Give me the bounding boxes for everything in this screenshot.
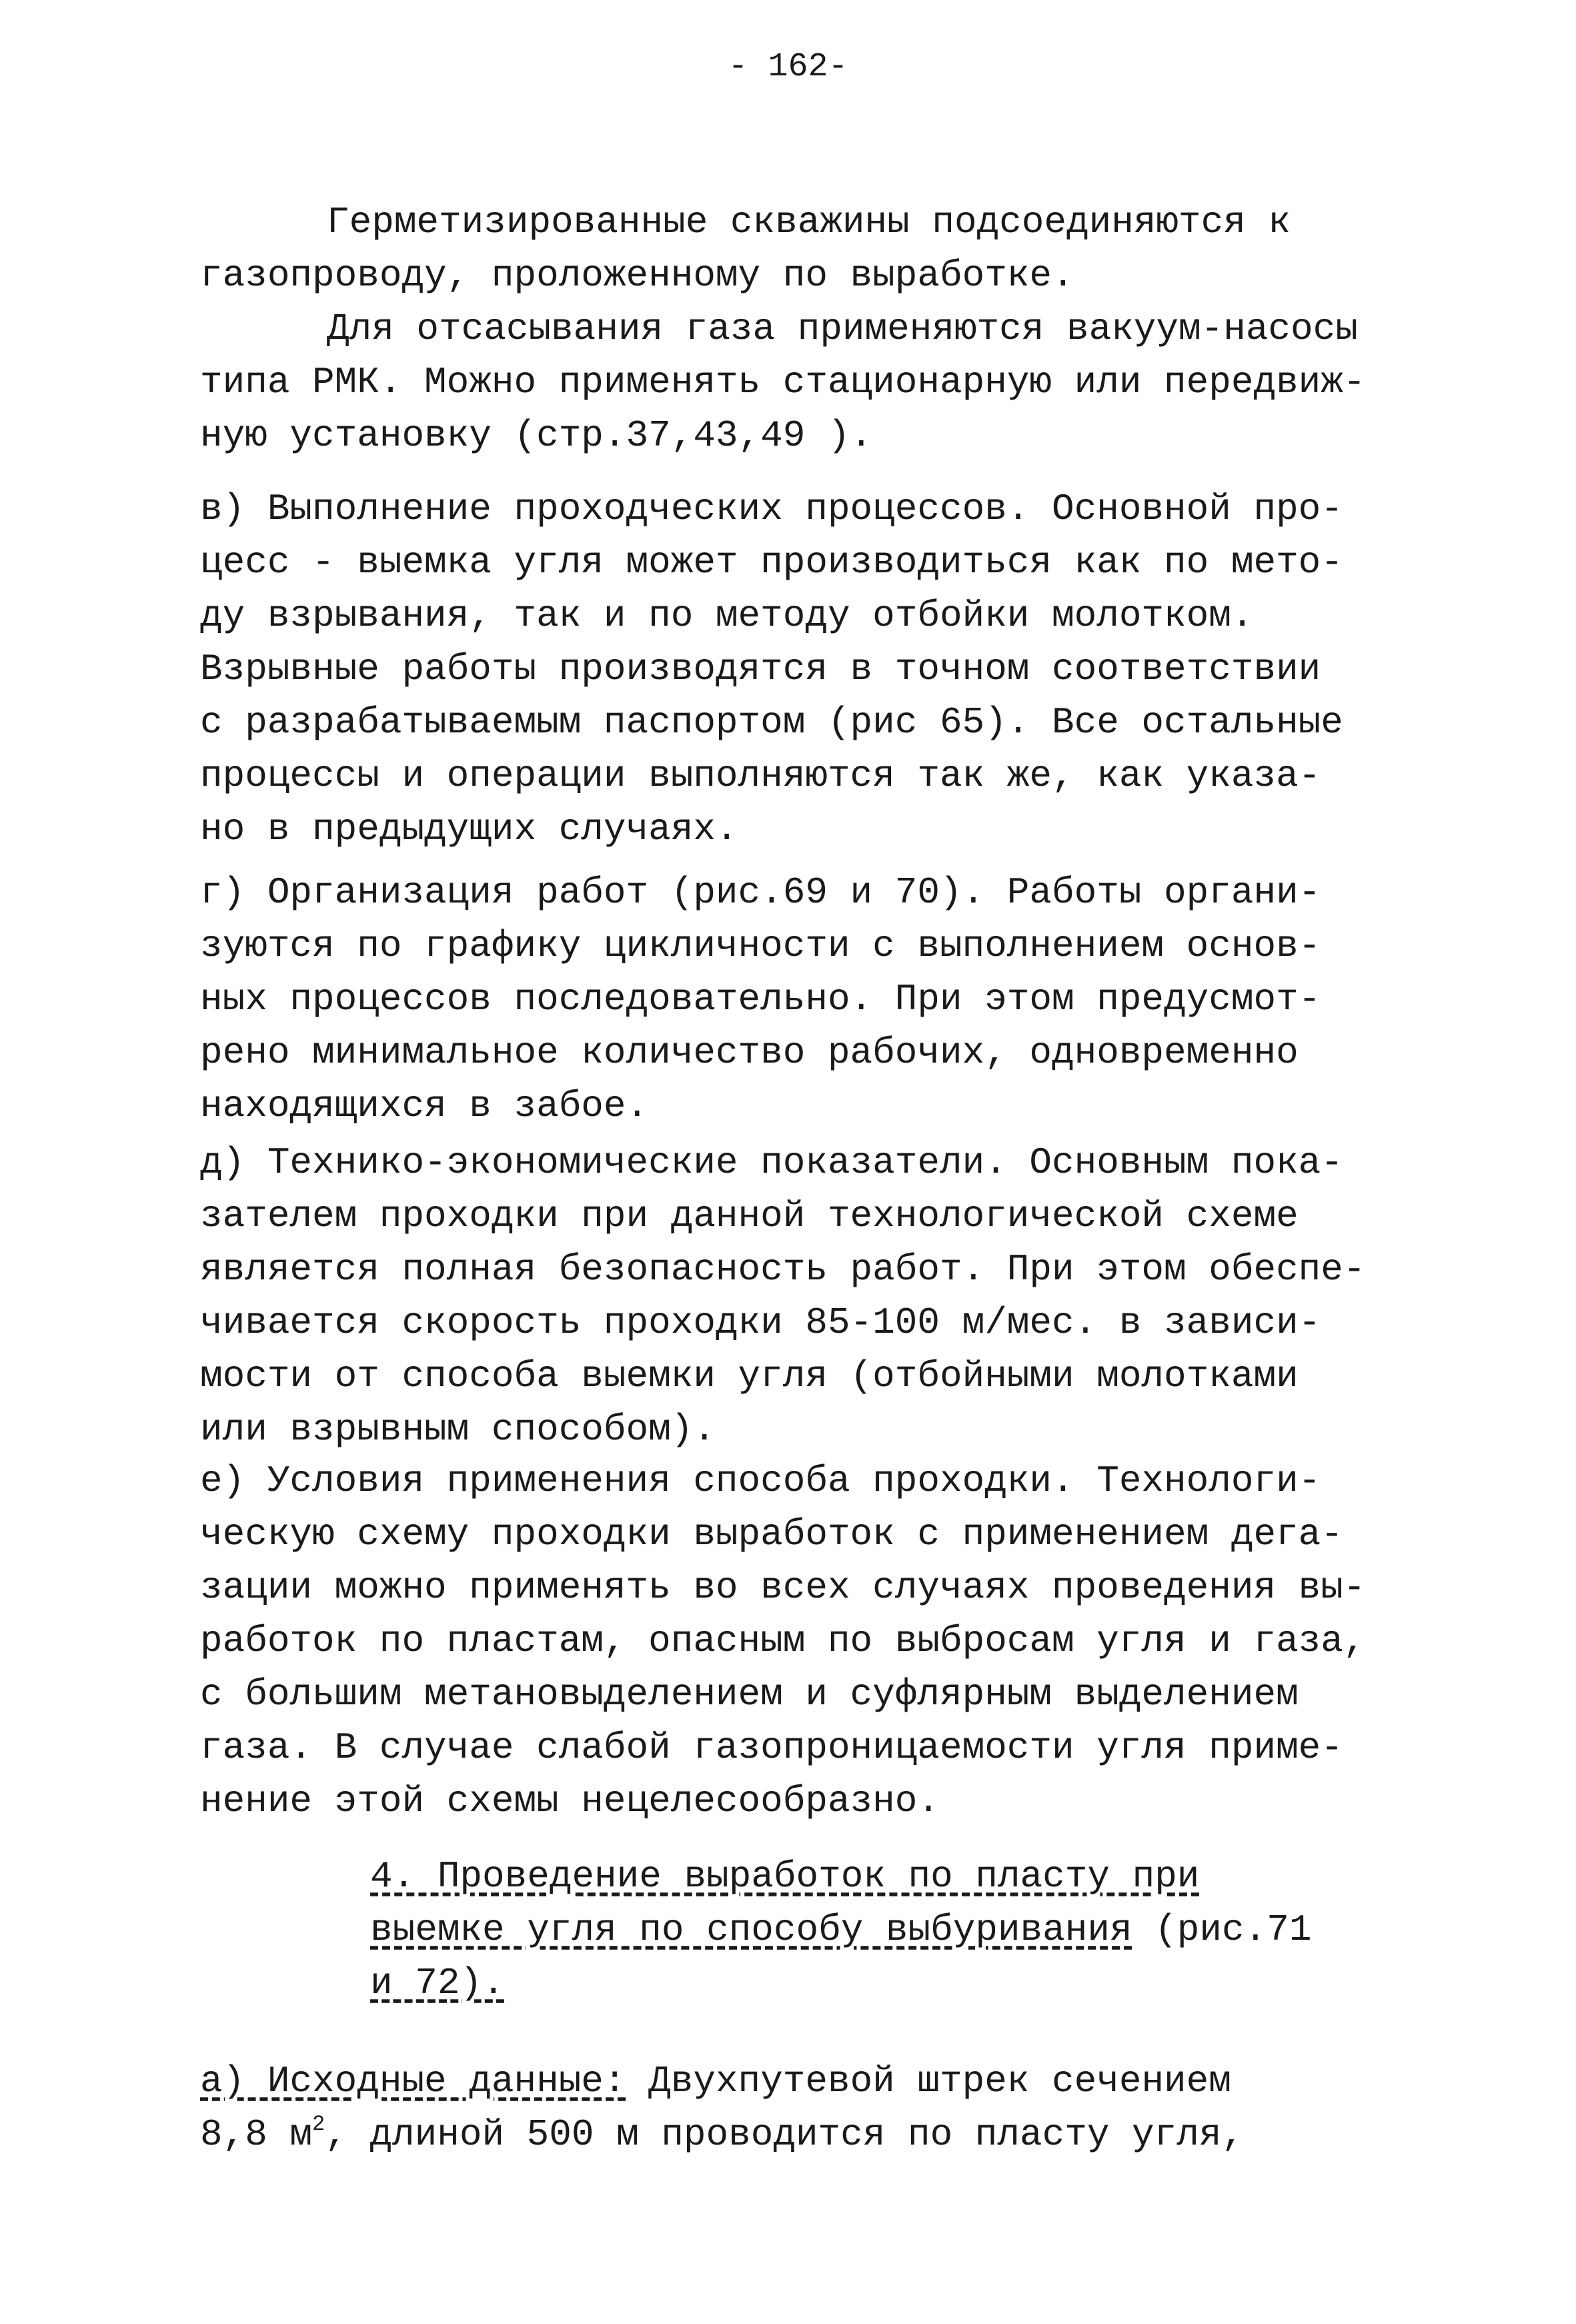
text-line: с разрабатываемым паспортом (рис 65). Все остальные — [200, 701, 1343, 744]
text-line: является полная безопасность работ. При этом обеспе- — [200, 1248, 1366, 1291]
text-run: Двухпутевой штрек сечением — [626, 2060, 1231, 2103]
paragraph-g — [200, 866, 1401, 1133]
text-line: мости от способа выемки угля (отбойными молотками — [200, 1355, 1299, 1397]
paragraph-v — [200, 482, 1401, 856]
heading-text: и 72). — [370, 1962, 505, 2004]
text-line: д) Технико-экономические показатели. Основным пока- — [200, 1141, 1343, 1184]
text-line: Для отсасывания газа применяются вакуум-насосы — [327, 308, 1358, 350]
text-line: зателем проходки при данной технологической схеме — [200, 1195, 1299, 1237]
text-line: с большим метановыделением и суфлярным выделением — [200, 1673, 1299, 1716]
heading-line — [370, 1956, 1324, 2010]
text-line: Взрывные работы производятся в точном соответствии — [200, 648, 1321, 690]
text-line: или взрывным способом). — [200, 1408, 716, 1451]
section-heading — [370, 1850, 1324, 2010]
text-run: , длиной 500 м проводится по пласту угля, — [325, 2113, 1245, 2156]
text-line: Герметизированные скважины подсоединяются к — [327, 201, 1291, 243]
paragraph-e — [200, 1454, 1401, 1828]
text-line: находящихся в забое. — [200, 1085, 649, 1127]
text-line: ных процессов последовательно. При этом предусмот- — [200, 978, 1321, 1021]
text-line — [200, 2055, 1401, 2108]
text-line: работок по пластам, опасным по выбросам угля и газа, — [200, 1620, 1366, 1662]
input-data-label: а) Исходные данные: — [200, 2060, 626, 2103]
paragraph-1 — [200, 195, 1401, 302]
text-line: г) Организация работ (рис.69 и 70). Работы органи- — [200, 871, 1321, 914]
text-line: процессы и операции выполняются так же, как указа- — [200, 754, 1321, 797]
text-line: ческую схему проходки выработок с применением дега- — [200, 1513, 1343, 1556]
heading-text: (рис.71 — [1132, 1908, 1312, 1951]
superscript: 2 — [312, 2112, 325, 2137]
text-line: нение этой схемы нецелесообразно. — [200, 1780, 940, 1822]
text-line: цесс - выемка угля может производиться как по мето- — [200, 541, 1343, 584]
text-line: ду взрывания, так и по методу отбойки молотком. — [200, 594, 1254, 637]
text-line: зуются по графику цикличности с выполнением основ- — [200, 925, 1321, 967]
heading-line — [370, 1903, 1324, 1956]
heading-text: 4. Проведение выработок по пласту при — [370, 1855, 1200, 1898]
text-line: газопроводу, проложенному по выработке. — [200, 254, 1074, 297]
paragraph-d — [200, 1136, 1401, 1456]
text-run: 8,8 м — [200, 2113, 313, 2156]
text-line: е) Условия применения способа проходки. Технологи- — [200, 1460, 1321, 1502]
text-line: в) Выполнение проходческих процессов. Основной про- — [200, 488, 1343, 530]
text-line — [200, 2108, 1401, 2161]
text-line: чивается скорость проходки 85-100 м/мес. в зависи- — [200, 1301, 1321, 1344]
text-line: типа РМК. Можно применять стационарную или передвиж- — [200, 361, 1366, 404]
paragraph-2 — [200, 302, 1401, 462]
text-line: газа. В случае слабой газопроницаемости угля приме- — [200, 1726, 1343, 1769]
page-number: - 162- — [728, 48, 848, 86]
paragraph-a — [200, 2055, 1401, 2161]
text-line: ную установку (стр.37,43,49 ). — [200, 414, 873, 457]
heading-text: выемке угля по способу выбуривания — [370, 1908, 1132, 1951]
text-line: зации можно применять во всех случаях проведения вы- — [200, 1566, 1366, 1609]
heading-line — [370, 1850, 1324, 1903]
text-line: но в предыдущих случаях. — [200, 808, 738, 850]
text-line: рено минимальное количество рабочих, одновременно — [200, 1031, 1299, 1074]
